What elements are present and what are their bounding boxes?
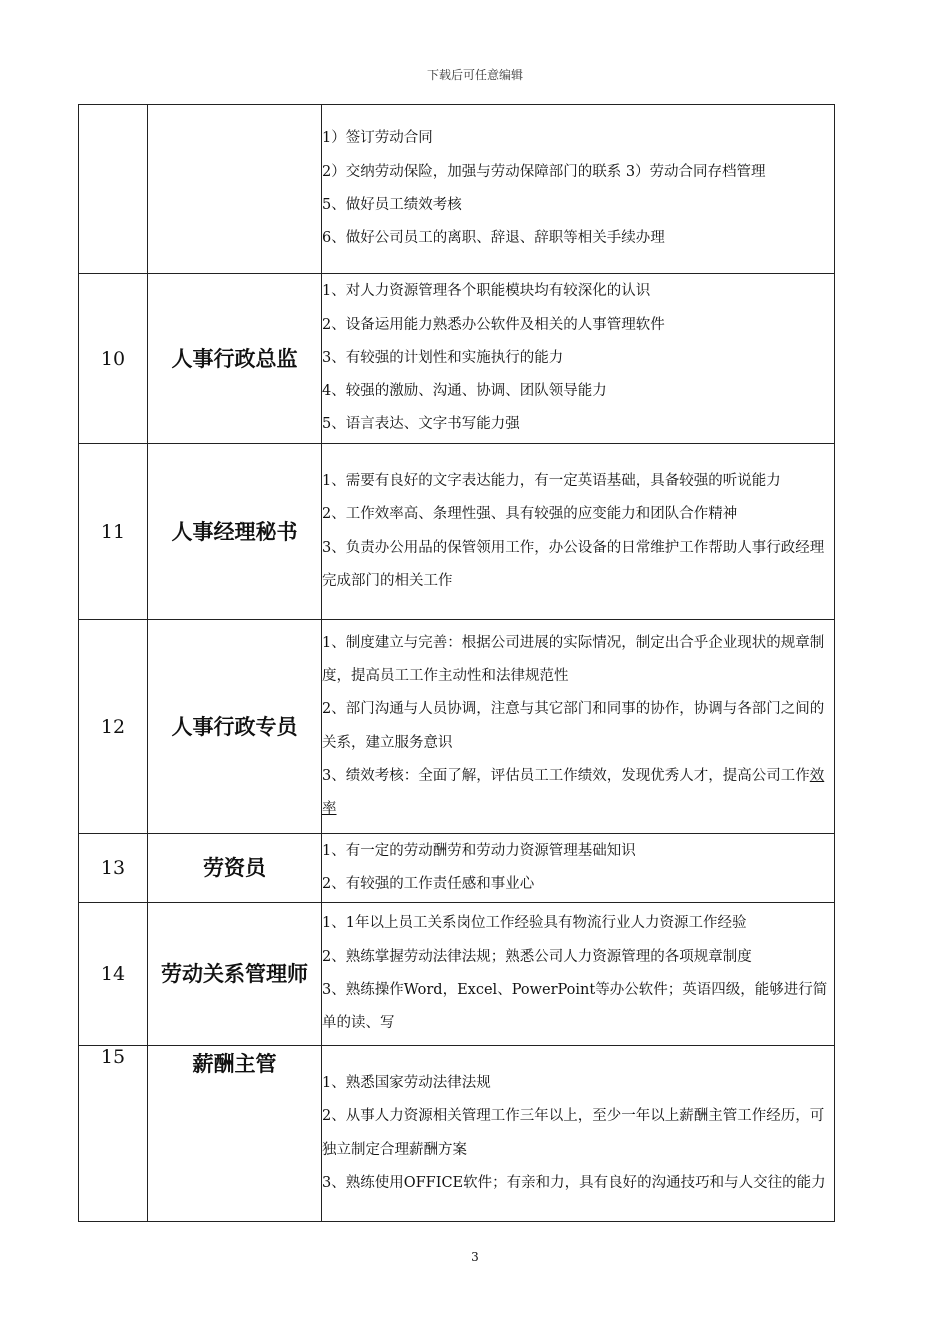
job-requirements — [322, 444, 835, 620]
requirement-line — [322, 760, 834, 827]
requirement-line: 1、需要有良好的文字表达能力，有一定英语基础，具备较强的听说能力 — [322, 472, 781, 489]
job-requirements — [322, 1046, 835, 1222]
requirement-line: 3、熟练使用OFFICE软件；有亲和力，具有良好的沟通技巧和与人交往的能力 — [322, 1174, 826, 1191]
job-title: 人事行政专员 — [148, 620, 322, 834]
job-requirements-table — [78, 104, 835, 1222]
requirement-line: 2、工作效率高、条理性强、具有较强的应变能力和团队合作精神 — [322, 506, 738, 523]
row-number — [79, 105, 148, 274]
requirement-line: 3、熟练操作Word，Excel、PowerPoint等办公软件；英语四级，能够进行简单的读、写 — [322, 982, 828, 1032]
row-number: 12 — [79, 620, 148, 834]
job-title: 劳动关系管理师 — [148, 903, 322, 1046]
page-number: 3 — [471, 1250, 479, 1264]
row-number: 10 — [79, 274, 148, 444]
job-title: 人事行政总监 — [148, 274, 322, 444]
requirement-line: 3、有较强的计划性和实施执行的能力 — [322, 349, 564, 366]
row-number: 11 — [79, 444, 148, 620]
requirement-line: 1、制度建立与完善：根据公司进展的实际情况，制定出合乎企业现状的规章制度，提高员工工作主动性和法律规范性 — [322, 634, 825, 684]
job-title: 人事经理秘书 — [148, 444, 322, 620]
table-row — [79, 274, 835, 444]
table-row — [79, 444, 835, 620]
job-requirements — [322, 620, 835, 834]
requirement-line: 1、对人力资源管理各个职能模块均有较深化的认识 — [322, 283, 651, 300]
table-row — [79, 903, 835, 1046]
requirement-line: 3、负责办公用品的保管领用工作，办公设备的日常维护工作帮助人事行政经理完成部门的相关工作 — [322, 539, 825, 589]
row-number: 14 — [79, 903, 148, 1046]
requirement-underlined-text: 效率 — [322, 767, 825, 818]
requirement-line: 2、设备运用能力熟悉办公软件及相关的人事管理软件 — [322, 316, 665, 333]
requirement-line: 2、熟练掌握劳动法律法规；熟悉公司人力资源管理的各项规章制度 — [322, 948, 752, 965]
row-number: 15 — [79, 1046, 148, 1222]
requirement-line: 2、部门沟通与人员协调，注意与其它部门和同事的协作，协调与各部门之间的关系，建立服务意识 — [322, 701, 825, 751]
table-row — [79, 834, 835, 903]
requirement-text: 3、绩效考核：全面了解，评估员工工作绩效，发现优秀人才，提高公司工作 — [322, 767, 810, 784]
requirement-line: 5、语言表达、文字书写能力强 — [322, 416, 520, 433]
requirement-line: 1、熟悉国家劳动法律法规 — [322, 1074, 491, 1091]
row-number: 13 — [79, 834, 148, 903]
table-row — [79, 620, 835, 834]
requirement-line: 1、有一定的劳动酬劳和劳动力资源管理基础知识 — [322, 842, 636, 859]
job-title — [148, 105, 322, 274]
requirement-line: 2）交纳劳动保险，加强与劳动保障部门的联系 3）劳动合同存档管理 — [322, 163, 766, 180]
job-requirements — [322, 105, 835, 274]
requirement-line: 1）签订劳动合同 — [322, 130, 433, 147]
job-title: 薪酬主管 — [148, 1046, 322, 1222]
job-requirements — [322, 274, 835, 444]
requirement-line: 2、有较强的工作责任感和事业心 — [322, 876, 535, 892]
requirement-line: 2、从事人力资源相关管理工作三年以上，至少一年以上薪酬主管工作经历，可独立制定合理薪酬方案 — [322, 1108, 825, 1158]
job-title: 劳资员 — [148, 834, 322, 903]
table-row — [79, 105, 835, 274]
table-row — [79, 1046, 835, 1222]
job-requirements — [322, 903, 835, 1046]
requirement-line: 4、较强的激励、沟通、协调、团队领导能力 — [322, 383, 607, 400]
job-requirements — [322, 834, 835, 903]
requirement-line: 6、做好公司员工的离职、辞退、辞职等相关手续办理 — [322, 230, 665, 247]
requirement-line: 1、1年以上员工关系岗位工作经验具有物流行业人力资源工作经验 — [322, 915, 747, 932]
requirement-line: 5、做好员工绩效考核 — [322, 197, 462, 213]
page-header: 下载后可任意编辑 — [426, 68, 523, 82]
